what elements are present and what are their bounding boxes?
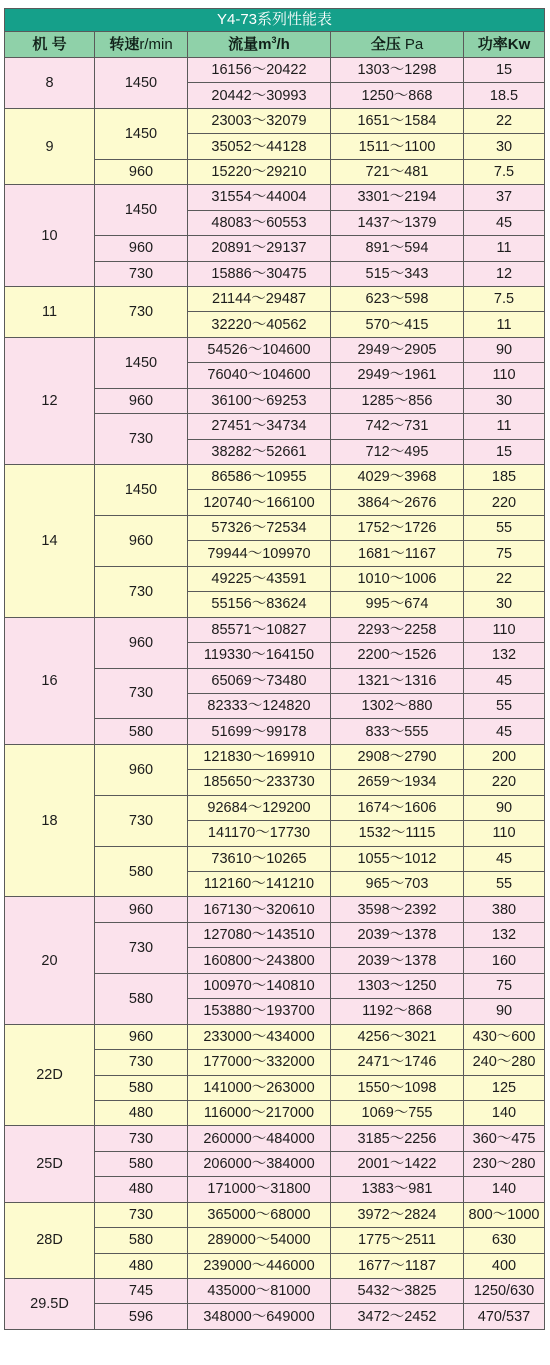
speed-cell: 960 [95, 236, 188, 261]
flow-cell: 51699～99178 [188, 719, 331, 744]
power-cell: 380 [464, 897, 545, 922]
pressure-cell: 2908～2790 [331, 744, 464, 769]
speed-cell: 730 [95, 286, 188, 337]
flow-cell: 177000～332000 [188, 1050, 331, 1075]
pressure-cell: 1511～1100 [331, 134, 464, 159]
flow-cell: 365000～68000 [188, 1202, 331, 1227]
power-cell: 132 [464, 922, 545, 947]
pressure-cell: 1437～1379 [331, 210, 464, 235]
flow-cell: 32220～40562 [188, 312, 331, 337]
performance-table-sheet [4, 8, 544, 1330]
speed-cell: 580 [95, 1151, 188, 1176]
pressure-cell: 1532～1115 [331, 821, 464, 846]
speed-cell: 730 [95, 1050, 188, 1075]
power-cell: 18.5 [464, 83, 545, 108]
model-cell: 18 [5, 744, 95, 897]
pressure-cell: 742～731 [331, 414, 464, 439]
pressure-cell: 515～343 [331, 261, 464, 286]
flow-cell: 55156～83624 [188, 592, 331, 617]
model-cell: 20 [5, 897, 95, 1024]
power-cell: 15 [464, 58, 545, 83]
pressure-cell: 833～555 [331, 719, 464, 744]
pressure-cell: 1383～981 [331, 1177, 464, 1202]
pressure-cell: 1285～856 [331, 388, 464, 413]
pressure-cell: 3185～2256 [331, 1126, 464, 1151]
header-speed-unit: r/min [139, 35, 173, 53]
flow-cell: 15220～29210 [188, 159, 331, 184]
flow-cell: 35052～44128 [188, 134, 331, 159]
pressure-cell: 1674～1606 [331, 795, 464, 820]
power-cell: 110 [464, 617, 545, 642]
flow-cell: 141170～17730 [188, 821, 331, 846]
power-cell: 110 [464, 363, 545, 388]
power-cell: 45 [464, 719, 545, 744]
table-row [5, 1279, 545, 1304]
performance-table [4, 8, 545, 1330]
power-cell: 90 [464, 337, 545, 362]
table-row [5, 617, 545, 642]
power-cell: 630 [464, 1228, 545, 1253]
flow-cell: 86586～10955 [188, 465, 331, 490]
header-row [5, 32, 545, 58]
pressure-cell: 995～674 [331, 592, 464, 617]
pressure-cell: 5432～3825 [331, 1279, 464, 1304]
pressure-cell: 3472～2452 [331, 1304, 464, 1329]
pressure-cell: 2293～2258 [331, 617, 464, 642]
model-cell: 29.5D [5, 1279, 95, 1330]
speed-cell: 580 [95, 719, 188, 744]
pressure-cell: 2200～1526 [331, 643, 464, 668]
pressure-cell: 1303～1250 [331, 973, 464, 998]
flow-cell: 92684～129200 [188, 795, 331, 820]
model-cell: 28D [5, 1202, 95, 1278]
power-cell: 470/537 [464, 1304, 545, 1329]
flow-cell: 348000～649000 [188, 1304, 331, 1329]
flow-cell: 20891～29137 [188, 236, 331, 261]
pressure-cell: 2659～1934 [331, 770, 464, 795]
flow-cell: 57326～72534 [188, 515, 331, 540]
power-cell: 140 [464, 1177, 545, 1202]
flow-cell: 54526～104600 [188, 337, 331, 362]
model-cell: 10 [5, 185, 95, 287]
speed-cell: 960 [95, 388, 188, 413]
power-cell: 110 [464, 821, 545, 846]
power-cell: 11 [464, 312, 545, 337]
flow-cell: 15886～30475 [188, 261, 331, 286]
pressure-cell: 2039～1378 [331, 948, 464, 973]
model-cell: 9 [5, 108, 95, 184]
speed-cell: 960 [95, 515, 188, 566]
power-cell: 45 [464, 846, 545, 871]
flow-cell: 48083～60553 [188, 210, 331, 235]
flow-cell: 38282～52661 [188, 439, 331, 464]
header-power: 功率Kw [464, 32, 545, 58]
pressure-cell: 2471～1746 [331, 1050, 464, 1075]
header-flow [188, 32, 331, 58]
speed-cell: 730 [95, 922, 188, 973]
power-cell: 7.5 [464, 159, 545, 184]
flow-cell: 185650～233730 [188, 770, 331, 795]
flow-cell: 206000～384000 [188, 1151, 331, 1176]
flow-cell: 76040～104600 [188, 363, 331, 388]
power-cell: 22 [464, 108, 545, 133]
power-cell: 400 [464, 1253, 545, 1278]
power-cell: 45 [464, 210, 545, 235]
speed-cell: 730 [95, 1126, 188, 1151]
table-title: Y4-73系列性能表 [5, 9, 545, 32]
flow-cell: 289000～54000 [188, 1228, 331, 1253]
table-body [5, 58, 545, 1330]
power-cell: 430～600 [464, 1024, 545, 1049]
model-cell: 11 [5, 286, 95, 337]
flow-cell: 73610～10265 [188, 846, 331, 871]
power-cell: 220 [464, 770, 545, 795]
model-cell: 16 [5, 617, 95, 744]
speed-cell: 730 [95, 795, 188, 846]
header-speed-prefix: 转速 [109, 35, 140, 53]
flow-cell: 112160～141210 [188, 872, 331, 897]
pressure-cell: 1250～868 [331, 83, 464, 108]
pressure-cell: 965～703 [331, 872, 464, 897]
pressure-cell: 1069～755 [331, 1100, 464, 1125]
power-cell: 125 [464, 1075, 545, 1100]
power-cell: 55 [464, 515, 545, 540]
flow-cell: 260000～484000 [188, 1126, 331, 1151]
power-cell: 220 [464, 490, 545, 515]
flow-cell: 127080～143510 [188, 922, 331, 947]
pressure-cell: 4256～3021 [331, 1024, 464, 1049]
table-row [5, 465, 545, 490]
table-row [5, 108, 545, 133]
power-cell: 90 [464, 795, 545, 820]
pressure-cell: 2949～1961 [331, 363, 464, 388]
power-cell: 230～280 [464, 1151, 545, 1176]
pressure-cell: 3301～2194 [331, 185, 464, 210]
flow-cell: 79944～109970 [188, 541, 331, 566]
flow-cell: 31554～44004 [188, 185, 331, 210]
pressure-cell: 623～598 [331, 286, 464, 311]
model-cell: 25D [5, 1126, 95, 1202]
pressure-cell: 1321～1316 [331, 668, 464, 693]
speed-cell: 730 [95, 414, 188, 465]
header-model: 机 号 [5, 32, 95, 58]
flow-cell: 27451～34734 [188, 414, 331, 439]
table-row [5, 337, 545, 362]
flow-cell: 21144～29487 [188, 286, 331, 311]
power-cell: 7.5 [464, 286, 545, 311]
power-cell: 30 [464, 388, 545, 413]
flow-cell: 141000～263000 [188, 1075, 331, 1100]
speed-cell: 960 [95, 617, 188, 668]
flow-cell: 20442～30993 [188, 83, 331, 108]
flow-cell: 49225～43591 [188, 566, 331, 591]
power-cell: 240～280 [464, 1050, 545, 1075]
speed-cell: 960 [95, 897, 188, 922]
power-cell: 1250/630 [464, 1279, 545, 1304]
speed-cell: 1450 [95, 58, 188, 109]
power-cell: 37 [464, 185, 545, 210]
header-pressure-prefix: 全压 [370, 35, 401, 53]
flow-cell: 120740～166100 [188, 490, 331, 515]
speed-cell: 745 [95, 1279, 188, 1304]
pressure-cell: 1752～1726 [331, 515, 464, 540]
pressure-cell: 3864～2676 [331, 490, 464, 515]
speed-cell: 730 [95, 261, 188, 286]
power-cell: 140 [464, 1100, 545, 1125]
speed-cell: 1450 [95, 465, 188, 516]
speed-cell: 480 [95, 1253, 188, 1278]
power-cell: 11 [464, 236, 545, 261]
speed-cell: 960 [95, 744, 188, 795]
pressure-cell: 1677～1187 [331, 1253, 464, 1278]
flow-cell: 239000～446000 [188, 1253, 331, 1278]
table-row [5, 1202, 545, 1227]
model-cell: 8 [5, 58, 95, 109]
speed-cell: 730 [95, 566, 188, 617]
speed-cell: 580 [95, 1075, 188, 1100]
speed-cell: 480 [95, 1177, 188, 1202]
flow-cell: 171000～31800 [188, 1177, 331, 1202]
speed-cell: 730 [95, 668, 188, 719]
flow-cell: 116000～217000 [188, 1100, 331, 1125]
flow-cell: 233000～434000 [188, 1024, 331, 1049]
pressure-cell: 1651～1584 [331, 108, 464, 133]
power-cell: 55 [464, 872, 545, 897]
table-row [5, 1126, 545, 1151]
flow-cell: 23003～32079 [188, 108, 331, 133]
pressure-cell: 2039～1378 [331, 922, 464, 947]
table-row [5, 897, 545, 922]
speed-cell: 1450 [95, 337, 188, 388]
pressure-cell: 3598～2392 [331, 897, 464, 922]
power-cell: 45 [464, 668, 545, 693]
model-cell: 12 [5, 337, 95, 464]
model-cell: 22D [5, 1024, 95, 1126]
speed-cell: 960 [95, 159, 188, 184]
pressure-cell: 1302～880 [331, 693, 464, 718]
pressure-cell: 3972～2824 [331, 1202, 464, 1227]
flow-cell: 16156～20422 [188, 58, 331, 83]
header-flow-prefix: 流量m [228, 35, 272, 53]
power-cell: 160 [464, 948, 545, 973]
pressure-cell: 721～481 [331, 159, 464, 184]
pressure-cell: 1550～1098 [331, 1075, 464, 1100]
pressure-cell: 4029～3968 [331, 465, 464, 490]
pressure-cell: 891～594 [331, 236, 464, 261]
speed-cell: 1450 [95, 108, 188, 159]
power-cell: 185 [464, 465, 545, 490]
header-pressure-unit: Pa [404, 35, 424, 53]
pressure-cell: 2001～1422 [331, 1151, 464, 1176]
table-row [5, 1024, 545, 1049]
pressure-cell: 1681～1167 [331, 541, 464, 566]
table-row [5, 185, 545, 210]
table-row [5, 286, 545, 311]
speed-cell: 960 [95, 1024, 188, 1049]
flow-cell: 82333～124820 [188, 693, 331, 718]
speed-cell: 580 [95, 846, 188, 897]
header-pressure [331, 32, 464, 58]
flow-cell: 121830～169910 [188, 744, 331, 769]
flow-cell: 435000～81000 [188, 1279, 331, 1304]
pressure-cell: 2949～2905 [331, 337, 464, 362]
power-cell: 360～475 [464, 1126, 545, 1151]
header-speed [95, 32, 188, 58]
header-flow-suffix: /h [276, 35, 290, 53]
power-cell: 75 [464, 541, 545, 566]
power-cell: 30 [464, 134, 545, 159]
power-cell: 11 [464, 414, 545, 439]
model-cell: 14 [5, 465, 95, 618]
flow-cell: 100970～140810 [188, 973, 331, 998]
speed-cell: 730 [95, 1202, 188, 1227]
power-cell: 30 [464, 592, 545, 617]
title-row [5, 9, 545, 32]
flow-cell: 119330～164150 [188, 643, 331, 668]
power-cell: 90 [464, 999, 545, 1024]
flow-cell: 160800～243800 [188, 948, 331, 973]
flow-cell: 36100～69253 [188, 388, 331, 413]
table-row [5, 58, 545, 83]
speed-cell: 480 [95, 1100, 188, 1125]
power-cell: 15 [464, 439, 545, 464]
pressure-cell: 1010～1006 [331, 566, 464, 591]
power-cell: 55 [464, 693, 545, 718]
pressure-cell: 1775～2511 [331, 1228, 464, 1253]
pressure-cell: 570～415 [331, 312, 464, 337]
power-cell: 800～1000 [464, 1202, 545, 1227]
flow-cell: 153880～193700 [188, 999, 331, 1024]
speed-cell: 580 [95, 973, 188, 1024]
power-cell: 200 [464, 744, 545, 769]
table-row [5, 744, 545, 769]
speed-cell: 596 [95, 1304, 188, 1329]
pressure-cell: 1303～1298 [331, 58, 464, 83]
pressure-cell: 1192～868 [331, 999, 464, 1024]
speed-cell: 580 [95, 1228, 188, 1253]
power-cell: 22 [464, 566, 545, 591]
speed-cell: 1450 [95, 185, 188, 236]
flow-cell: 167130～320610 [188, 897, 331, 922]
power-cell: 12 [464, 261, 545, 286]
flow-cell: 65069～73480 [188, 668, 331, 693]
power-cell: 132 [464, 643, 545, 668]
pressure-cell: 1055～1012 [331, 846, 464, 871]
header-flow-sup: 3 [271, 34, 277, 45]
power-cell: 75 [464, 973, 545, 998]
pressure-cell: 712～495 [331, 439, 464, 464]
flow-cell: 85571～10827 [188, 617, 331, 642]
